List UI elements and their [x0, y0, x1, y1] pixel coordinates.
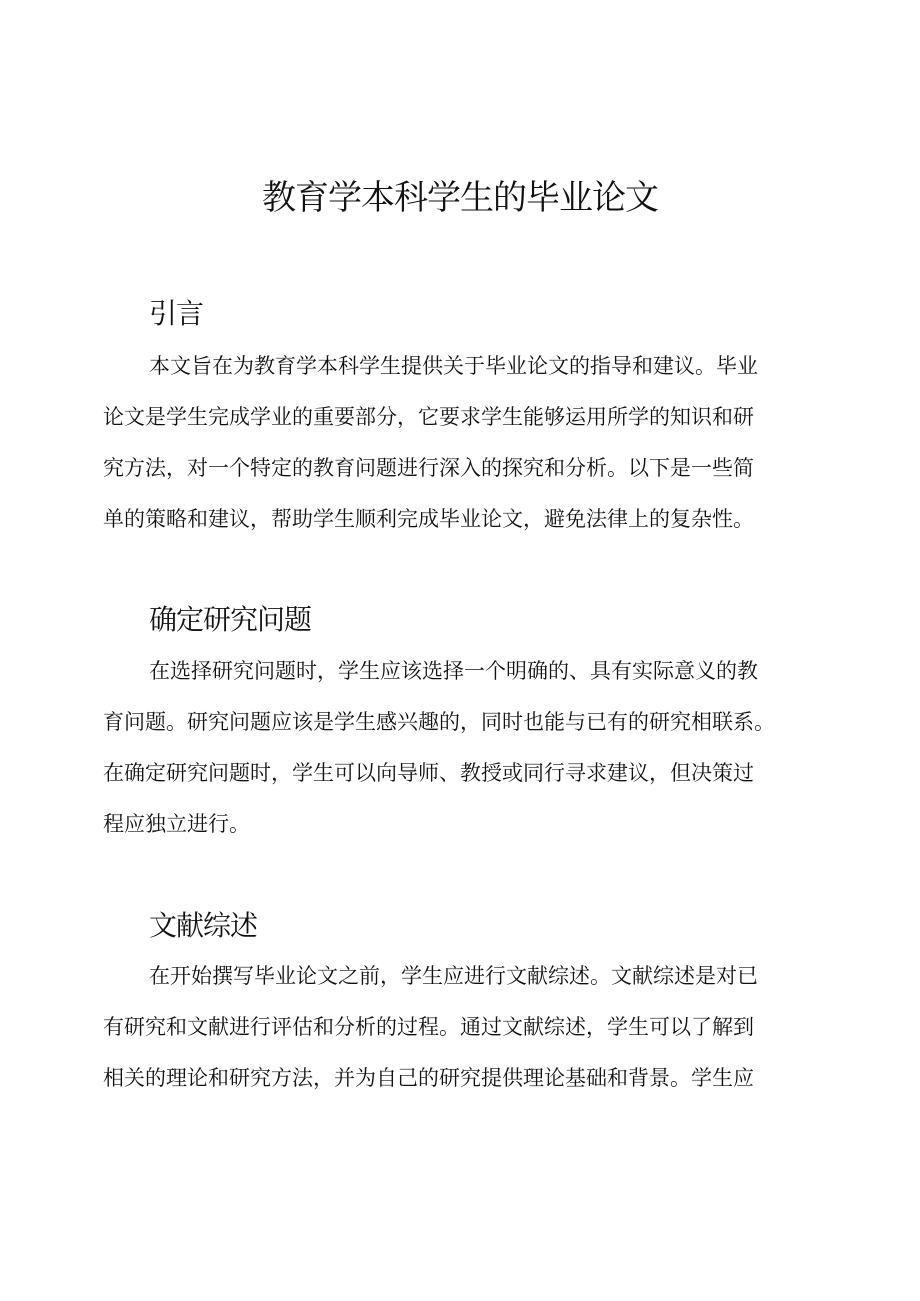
paragraph-line: 单的策略和建议，帮助学生顺利完成毕业论文，避免法律上的复杂性。	[103, 507, 754, 531]
paragraph-line: 本文旨在为教育学本科学生提供关于毕业论文的指导和建议。毕业	[149, 354, 758, 378]
section-heading-research-question: 确定研究问题	[149, 603, 312, 636]
paragraph-line: 究方法，对一个特定的教育问题进行深入的探究和分析。以下是一些简	[103, 456, 754, 480]
paragraph-line: 相关的理论和研究方法，并为自己的研究提供理论基础和背景。学生应	[103, 1066, 754, 1090]
paragraph-line: 论文是学生完成学业的重要部分，它要求学生能够运用所学的知识和研	[103, 405, 754, 429]
paragraph-line: 育问题。研究问题应该是学生感兴趣的，同时也能与已有的研究相联系。	[103, 710, 775, 734]
section-paragraph-literature-review	[103, 951, 833, 1104]
section-paragraph-introduction	[103, 341, 833, 545]
paragraph-line: 在确定研究问题时，学生可以向导师、教授或同行寻求建议，但决策过	[103, 761, 754, 785]
section-paragraph-research-question	[103, 646, 833, 850]
section-heading-introduction: 引言	[149, 297, 204, 330]
paragraph-line: 在开始撰写毕业论文之前，学生应进行文献综述。文献综述是对已	[149, 964, 758, 988]
document-title: 教育学本科学生的毕业论文	[262, 178, 658, 218]
paragraph-line: 程应独立进行。	[103, 812, 250, 836]
paragraph-line: 在选择研究问题时，学生应该选择一个明确的、具有实际意义的教	[149, 659, 758, 683]
section-heading-literature-review: 文献综述	[149, 909, 258, 942]
paragraph-line: 有研究和文献进行评估和分析的过程。通过文献综述，学生可以了解到	[103, 1015, 754, 1039]
